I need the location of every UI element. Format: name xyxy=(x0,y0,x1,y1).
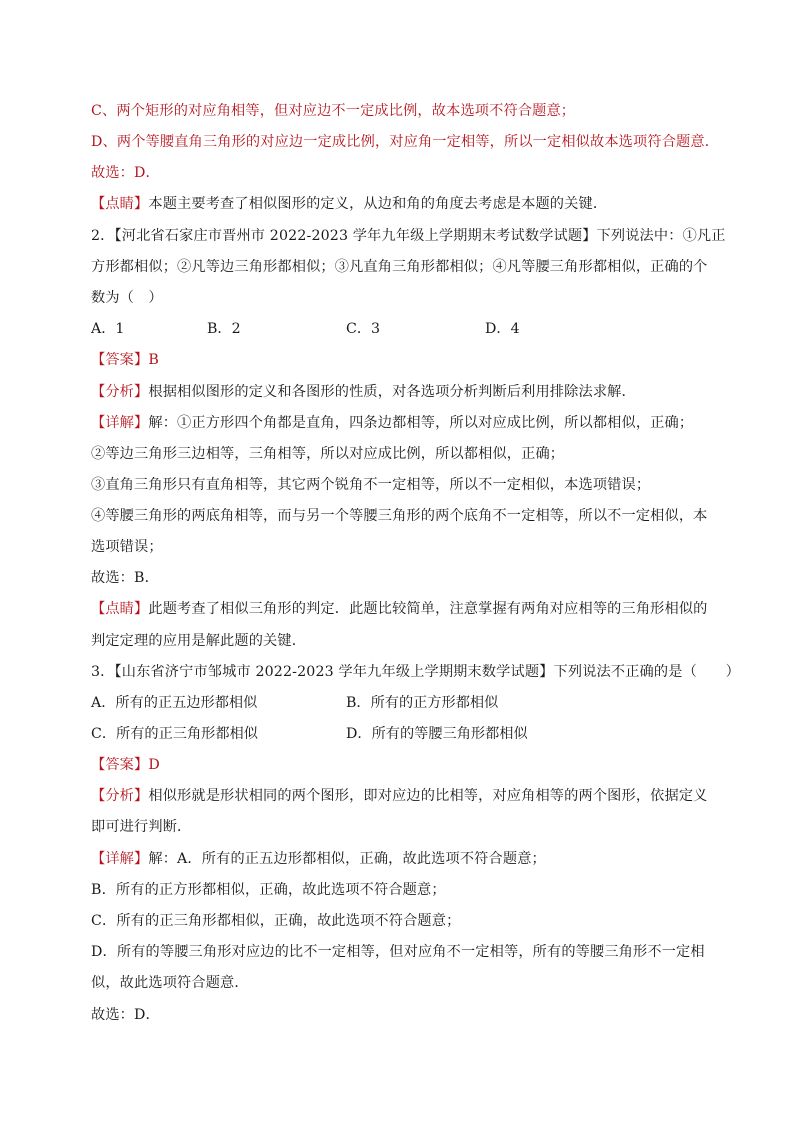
analysis-tag: 【分析】 xyxy=(91,384,149,400)
q2-stem-line-2: 方形都相似；②凡等边三角形都相似；③凡直角三角形都相似；④凡等腰三角形都相似，正确的个 xyxy=(91,259,708,275)
q3-analysis-2: 即可进行判断． xyxy=(91,819,192,835)
q3-detail-3: C．所有的正三角形都相似，正确，故此选项不符合题意； xyxy=(91,913,461,929)
q3-detail-4: D．所有的等腰三角形对应边的比不一定相等，但对应角不一定相等，所有的等腰三角形不一定相 xyxy=(91,944,705,960)
q3-choice: 故选：D． xyxy=(91,1007,160,1023)
q3-stem: 3．【山东省济宁市邹城市 2022-2023 学年九年级上学期期末数学试题】下列说法不正确的是（ ） xyxy=(91,664,740,680)
q2-detail-4: ④等腰三角形的两底角相等，而与另一个等腰三角形的两个底角不一定相等，所以不一定相似，本 xyxy=(91,508,708,524)
q3-detail-1: 【详解】解：A．所有的正五边形都相似，正确，故此选项不符合题意； xyxy=(91,851,546,867)
q2-number: 2． xyxy=(91,228,115,244)
choice-line: 故选：D． xyxy=(91,165,160,181)
q3-option-d: D．所有的等腰三角形都相似 xyxy=(346,726,528,742)
q3-source: 【山东省济宁市邹城市 2022-2023 学年九年级上学期期末数学试题】 xyxy=(114,664,554,680)
answer-tag: 【答案】 xyxy=(91,757,149,773)
q2-analysis: 【分析】根据相似图形的定义和各图形的性质，对各选项分析判断后利用排除法求解． xyxy=(91,384,636,400)
q3-option-b: B．所有的正方形都相似 xyxy=(346,695,499,711)
q3-detail-5: 似，故此选项符合题意． xyxy=(91,975,249,991)
q2-stem-line-1: 2．【河北省石家庄市晋州市 2022-2023 学年九年级上学期期末考试数学试题】下列说法中：①凡正 xyxy=(91,228,726,244)
q3-option-c: C．所有的正三角形都相似 xyxy=(91,726,258,742)
q2-choice: 故选：B． xyxy=(91,570,159,586)
q3-analysis-1: 【分析】相似形就是形状相同的两个图形，即对应边的比相等，对应角相等的两个图形，依据定义 xyxy=(91,788,708,804)
q2-detail-2: ②等边三角形三边相等，三角相等，所以对应成比例，所以都相似，正确； xyxy=(91,446,565,462)
q2-comment-1: 【点睛】此题考查了相似三角形的判定．此题比较简单，注意掌握有两角对应相等的三角形相似的 xyxy=(91,601,708,617)
comment-line: 【点睛】本题主要考查了相似图形的定义，从边和角的角度去考虑是本题的关键． xyxy=(91,196,608,212)
analysis-tag: 【分析】 xyxy=(91,788,149,804)
q2-detail-3: ③直角三角形只有直角相等，其它两个锐角不一定相等，所以不一定相似，本选项错误； xyxy=(91,477,651,493)
q2-comment-2: 判定定理的应用是解此题的关键． xyxy=(91,633,307,649)
q3-detail-2: B．所有的正方形都相似，正确，故此选项不符合题意； xyxy=(91,882,446,898)
q2-option-c: C．3 xyxy=(346,321,381,337)
q2-source: 【河北省石家庄市晋州市 2022-2023 学年九年级上学期期末考试数学试题】 xyxy=(114,228,597,244)
q2-option-d: D．4 xyxy=(485,321,520,337)
q3-number: 3． xyxy=(91,664,115,680)
answer-tag: 【答案】 xyxy=(91,352,149,368)
detail-tag: 【详解】 xyxy=(91,415,149,431)
q2-detail-1: 【详解】解：①正方形四个角都是直角，四条边都相等，所以对应成比例，所以都相似，正确； xyxy=(91,415,694,431)
option-c-explanation: C、两个矩形的对应角相等，但对应边不一定成比例，故本选项不符合题意； xyxy=(91,103,576,119)
q3-answer: 【答案】D xyxy=(91,757,160,773)
q2-detail-5: 选项错误； xyxy=(91,539,163,555)
comment-tag: 【点睛】 xyxy=(91,601,149,617)
q2-answer: 【答案】B xyxy=(91,352,159,368)
detail-tag: 【详解】 xyxy=(91,851,149,867)
comment-tag: 【点睛】 xyxy=(91,196,149,212)
option-d-explanation: D、两个等腰直角三角形的对应边一定成比例，对应角一定相等，所以一定相似故本选项符合题意． xyxy=(91,134,720,150)
q2-option-b: B．2 xyxy=(207,321,241,337)
q2-option-a: A．1 xyxy=(91,321,125,337)
q3-option-a: A．所有的正五边形都相似 xyxy=(91,695,258,711)
q2-stem-line-3: 数为（ ） xyxy=(91,290,163,306)
